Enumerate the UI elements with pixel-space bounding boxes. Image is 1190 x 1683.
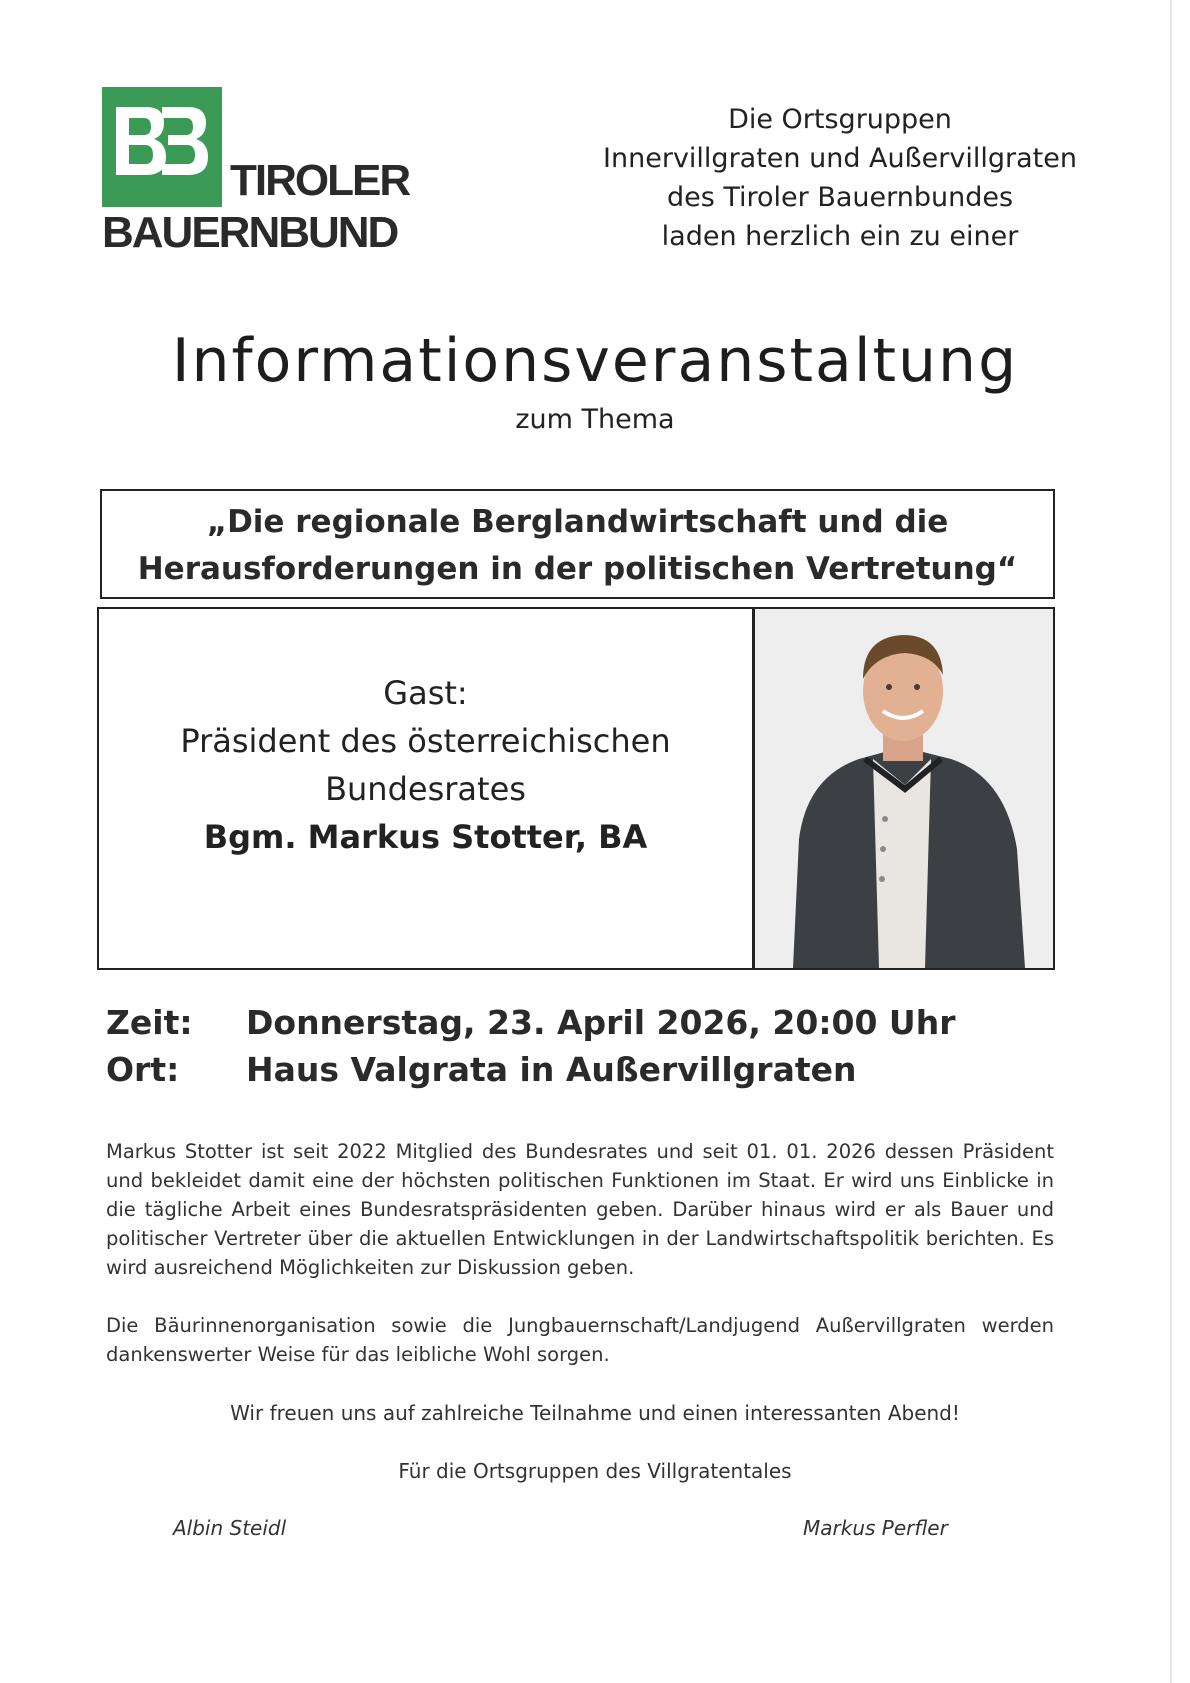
topic-line: Herausforderungen in der politischen Vertretung“ xyxy=(137,551,1018,587)
closing-line: Für die Ortsgruppen des Villgratentales xyxy=(398,1459,792,1483)
time-value: Donnerstag, 23. April 2026, 20:00 Uhr xyxy=(246,1003,956,1042)
page-edge xyxy=(1170,0,1172,1683)
guest-photo xyxy=(753,607,1055,970)
invitation-intro xyxy=(590,100,1090,256)
catering-paragraph: Die Bäurinnenorganisation sowie die Jungbauernschaft/Landjugend Außervillgraten werden dankenswerter Weise für das leibliche Wohl sorgen. xyxy=(106,1314,1054,1366)
logo-text-tiroler: TIROLER xyxy=(230,156,410,205)
bauernbund-logo xyxy=(102,87,432,257)
intro-line: Die Ortsgruppen xyxy=(728,104,952,135)
page-subtitle: zum Thema xyxy=(515,404,675,435)
guest-role: Bundesrates xyxy=(325,770,526,808)
intro-line: Innervillgraten und Außervillgraten xyxy=(603,143,1077,174)
description-paragraph: Markus Stotter ist seit 2022 Mitglied des Bundesrates und seit 01. 01. 2026 dessen Präsident und bekleidet damit eine der höchsten politischen Funktionen im Staat. Er wird uns Einblicke in die tägliche Arbeit eines Bundesratspräsidenten geben. Darüber hinaus wird er als Bauer und politischer Vertreter über die aktuellen Entwicklungen in der Landwirtschaftspolitik berichten. Es wird ausreichend Möglichkeiten zur Diskussion geben. xyxy=(106,1140,1054,1279)
signature-left: Albin Steidl xyxy=(173,1516,287,1540)
logo-text-bauernbund: BAUERNBUND xyxy=(102,208,398,257)
topic-box xyxy=(100,489,1055,599)
closing-line: Wir freuen uns auf zahlreiche Teilnahme und einen interessanten Abend! xyxy=(230,1401,960,1425)
place-value: Haus Valgrata in Außervillgraten xyxy=(246,1050,857,1089)
guest-name: Bgm. Markus Stotter, BA xyxy=(203,818,648,856)
time-label: Zeit: xyxy=(106,1003,193,1042)
guest-role: Präsident des österreichischen xyxy=(180,722,671,760)
guest-label: Gast: xyxy=(383,674,468,712)
topic-line: „Die regionale Berglandwirtschaft und die xyxy=(206,504,949,540)
portrait-image xyxy=(755,609,1053,968)
bb-monogram-icon xyxy=(102,87,222,207)
page-title: Informationsveranstaltung xyxy=(171,326,1019,396)
logo-mark xyxy=(102,87,222,207)
place-label: Ort: xyxy=(106,1050,180,1089)
intro-line: des Tiroler Bauernbundes xyxy=(666,182,1014,213)
signature-right: Markus Perfler xyxy=(803,1516,948,1540)
intro-line: laden herzlich ein zu einer xyxy=(661,221,1019,252)
guest-box xyxy=(97,607,754,970)
